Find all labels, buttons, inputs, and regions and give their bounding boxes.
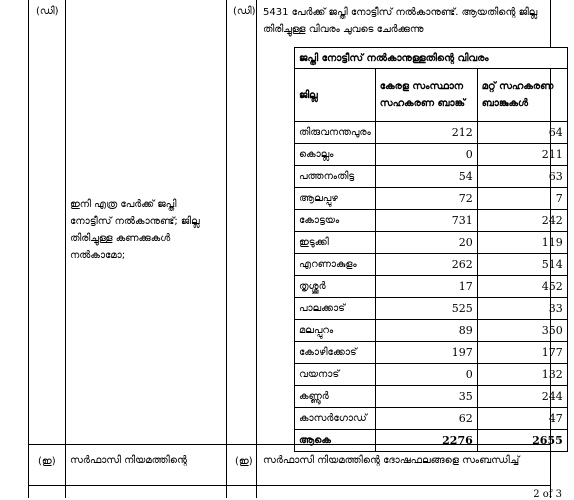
other-banks-cell: 119 — [477, 232, 567, 254]
state-bank-cell: 62 — [375, 408, 477, 430]
table-row — [295, 386, 568, 408]
district-cell: കൊല്ലം — [295, 144, 376, 166]
other-banks-cell: 242 — [477, 210, 567, 232]
other-banks-cell: 452 — [477, 276, 567, 298]
total-label: ആകെ — [295, 430, 376, 452]
row-e-answer: സർഫാസി നിയമത്തിന്റെ ദോഷഫലങ്ങളെ സംബന്ധിച്ച് — [263, 455, 520, 466]
row-e-question: സർഫാസി നിയമത്തിന്റെ — [70, 455, 187, 466]
table-row — [295, 144, 568, 166]
district-cell: കോട്ടയം — [295, 210, 376, 232]
other-banks-cell: 47 — [477, 408, 567, 430]
table-row — [295, 210, 568, 232]
other-banks-cell: 64 — [477, 122, 567, 144]
state-bank-cell: 54 — [375, 166, 477, 188]
state-bank-cell: 35 — [375, 386, 477, 408]
state-bank-cell: 731 — [375, 210, 477, 232]
table-row — [295, 320, 568, 342]
total-state-bank: 2276 — [375, 430, 477, 452]
table-total-row — [295, 430, 568, 452]
grid-line-mid-left — [65, 0, 66, 498]
table-title-row — [295, 48, 568, 69]
table-row — [295, 122, 568, 144]
other-banks-cell: 211 — [477, 144, 567, 166]
district-cell: തിരുവനന്തപുരം — [295, 122, 376, 144]
header-district: ജില്ല — [295, 69, 376, 122]
state-bank-cell: 17 — [375, 276, 477, 298]
grid-line-mid-right — [256, 0, 257, 498]
state-bank-cell: 0 — [375, 364, 477, 386]
table-row — [295, 364, 568, 386]
row-d-question: ഇനി എത്ര പേർക്ക് ജപ്തി നോട്ടീസ് നൽകാനുണ്ട്; ജില്ല തിരിച്ചുള്ള കണക്കുകൾ നൽകാമോ; — [70, 199, 200, 261]
row-divider-bottom — [28, 485, 550, 486]
table-row — [295, 298, 568, 320]
row-d-label-left: (ഡി) — [36, 6, 59, 17]
district-cell: കോഴിക്കോട് — [295, 342, 376, 364]
district-cell: ഇടുക്കി — [295, 232, 376, 254]
table-body — [295, 122, 568, 430]
other-banks-cell: 514 — [477, 254, 567, 276]
district-cell: മലപ്പുറം — [295, 320, 376, 342]
other-banks-cell: 63 — [477, 166, 567, 188]
table-row — [295, 188, 568, 210]
state-bank-cell: 72 — [375, 188, 477, 210]
table-row — [295, 232, 568, 254]
table-header-row — [295, 69, 568, 122]
row-d-label-right: (ഡി) — [233, 6, 256, 17]
district-cell: ആലപ്പുഴ — [295, 188, 376, 210]
page-number: 2 of 3 — [533, 489, 562, 500]
state-bank-cell: 20 — [375, 232, 477, 254]
state-bank-cell: 89 — [375, 320, 477, 342]
district-cell: എറണാകുളം — [295, 254, 376, 276]
state-bank-cell: 262 — [375, 254, 477, 276]
other-banks-cell: 350 — [477, 320, 567, 342]
table-title: ജപ്തി നോട്ടീസ് നൽകാനുള്ളതിന്റെ വിവരം — [295, 48, 568, 69]
row-e-label-left: (ഇ) — [38, 456, 56, 467]
table-row — [295, 408, 568, 430]
other-banks-cell: 33 — [477, 298, 567, 320]
state-bank-cell: 197 — [375, 342, 477, 364]
other-banks-cell: 244 — [477, 386, 567, 408]
district-cell: കണ്ണൂർ — [295, 386, 376, 408]
other-banks-cell: 132 — [477, 364, 567, 386]
state-bank-cell: 0 — [375, 144, 477, 166]
table-row — [295, 166, 568, 188]
total-other-banks: 2655 — [477, 430, 567, 452]
row-e-label-right: (ഇ) — [235, 456, 253, 467]
state-bank-cell: 212 — [375, 122, 477, 144]
district-notice-table — [294, 47, 568, 452]
district-cell: പാലക്കാട് — [295, 298, 376, 320]
header-other-banks: മറ്റ് സഹകരണ ബാങ്കുകൾ — [477, 69, 567, 122]
other-banks-cell: 7 — [477, 188, 567, 210]
state-bank-cell: 525 — [375, 298, 477, 320]
table-row — [295, 276, 568, 298]
table-row — [295, 254, 568, 276]
district-cell: കാസർഗോഡ് — [295, 408, 376, 430]
table-row — [295, 342, 568, 364]
grid-line-mid — [226, 0, 227, 498]
header-state-bank: കേരള സംസ്ഥാന സഹകരണ ബാങ്ക് — [375, 69, 477, 122]
grid-line-left — [28, 0, 29, 498]
district-cell: വയനാട് — [295, 364, 376, 386]
district-cell: തൃശ്ശൂർ — [295, 276, 376, 298]
other-banks-cell: 177 — [477, 342, 567, 364]
district-cell: പത്തനംതിട്ട — [295, 166, 376, 188]
row-d-answer: 5431 പേർക്ക് ജപ്തി നോട്ടീസ് നൽകാനുണ്ട്. ആയതിന്റെ ജില്ല തിരിച്ചുള്ള വിവരം ചുവടെ ചേർക്കുന്നു — [263, 7, 538, 35]
